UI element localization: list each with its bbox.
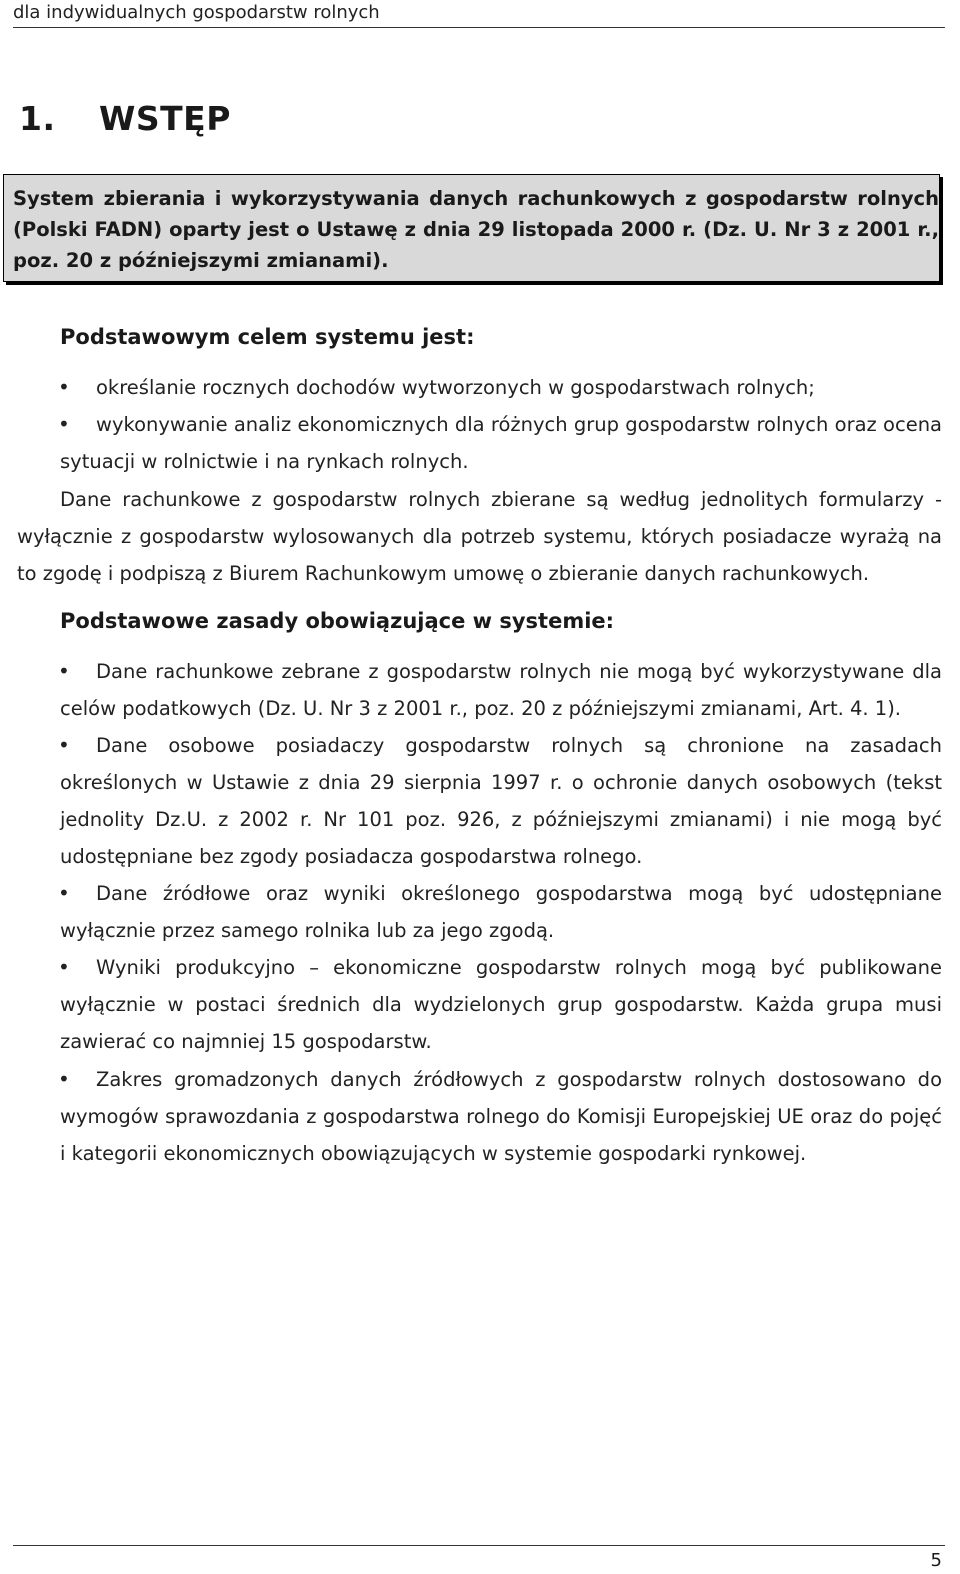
principle-item-text: Zakres gromadzonych danych źródłowych z gospodarstw rolnych dostosowano do wymogów sprawozdania z gospodarstwa rolnego do Komisji Europejskiej UE oraz do pojęć i kategorii ekonomicznych obowiązujących w systemie gospodarki rynkowej. [60,1068,942,1165]
principle-item-text: Dane rachunkowe zebrane z gospodarstw rolnych nie mogą być wykorzystywane dla celów podatkowych (Dz. U. Nr 3 z 2001 r., poz. 20 z późniejszymi zmianami, Art. 4. 1). [60,660,942,720]
bullet-icon: • [58,412,70,436]
bullet-icon: • [58,375,70,399]
data-collection-paragraph: Dane rachunkowe z gospodarstw rolnych zbierane są według jednolitych formularzy - wyłącznie z gospodarstw wylosowanych dla potrzeb systemu, których posiadacze wyrażą na to zgodę i podpiszą z Biurem Rachunkowym umowę o zbieranie danych rachunkowych. [17,488,942,585]
section-heading [19,96,231,142]
bullet-icon: • [58,659,70,683]
principle-item-text: Wyniki produkcyjno – ekonomiczne gospodarstw rolnych mogą być publikowane wyłącznie w postaci średnich dla wydzielonych grup gospodarstw. Każda grupa musi zawierać co najmniej 15 gospodarstw. [60,956,942,1053]
running-header: dla indywidualnych gospodarstw rolnych [13,2,380,23]
bullet-icon: • [58,955,70,979]
page-number: 5 [930,1550,942,1571]
principle-item [60,653,942,727]
principle-item [60,727,942,875]
section-number: 1. [19,99,56,138]
footer-divider [13,1545,945,1546]
goal-item-text: wykonywanie analiz ekonomicznych dla różnych grup gospodarstw rolnych oraz ocena sytuacji w rolnictwie i na rynkach rolnych. [60,413,942,473]
goal-item-text: określanie rocznych dochodów wytworzonych w gospodarstwach rolnych; [96,376,815,399]
bullet-icon: • [58,881,70,905]
bullet-icon: • [58,733,70,757]
principle-item-text: Dane osobowe posiadaczy gospodarstw rolnych są chronione na zasadach określonych w Ustawie z dnia 29 sierpnia 1997 r. o ochronie danych osobowych (tekst jednolity Dz.U. z 2002 r. Nr 101 poz. 926, z późniejszymi zmianami) i nie mogą być udostępniane bez zgody posiadacza gospodarstwa rolnego. [60,734,942,868]
intro-text: System zbierania i wykorzystywania danych rachunkowych z gospodarstw rolnych (Polski FADN) oparty jest o Ustawę z dnia 29 listopada 2000 r. (Dz. U. Nr 3 z 2001 r., poz. 20 z późniejszymi zmianami). [13,187,939,272]
section-title: WSTĘP [99,99,231,138]
principle-item [60,875,942,949]
principle-item [60,1061,942,1172]
bullet-icon: • [58,1067,70,1091]
goal-item [58,369,942,406]
principle-item-text: Dane źródłowe oraz wyniki określonego gospodarstwa mogą być udostępniane wyłącznie przez samego rolnika lub za jego zgodą. [60,882,942,942]
principle-item [60,949,942,1060]
goals-heading: Podstawowym celem systemu jest: [60,325,475,349]
goal-item [60,406,942,480]
principles-heading: Podstawowe zasady obowiązujące w systemie: [60,609,615,633]
header-divider [13,27,945,28]
